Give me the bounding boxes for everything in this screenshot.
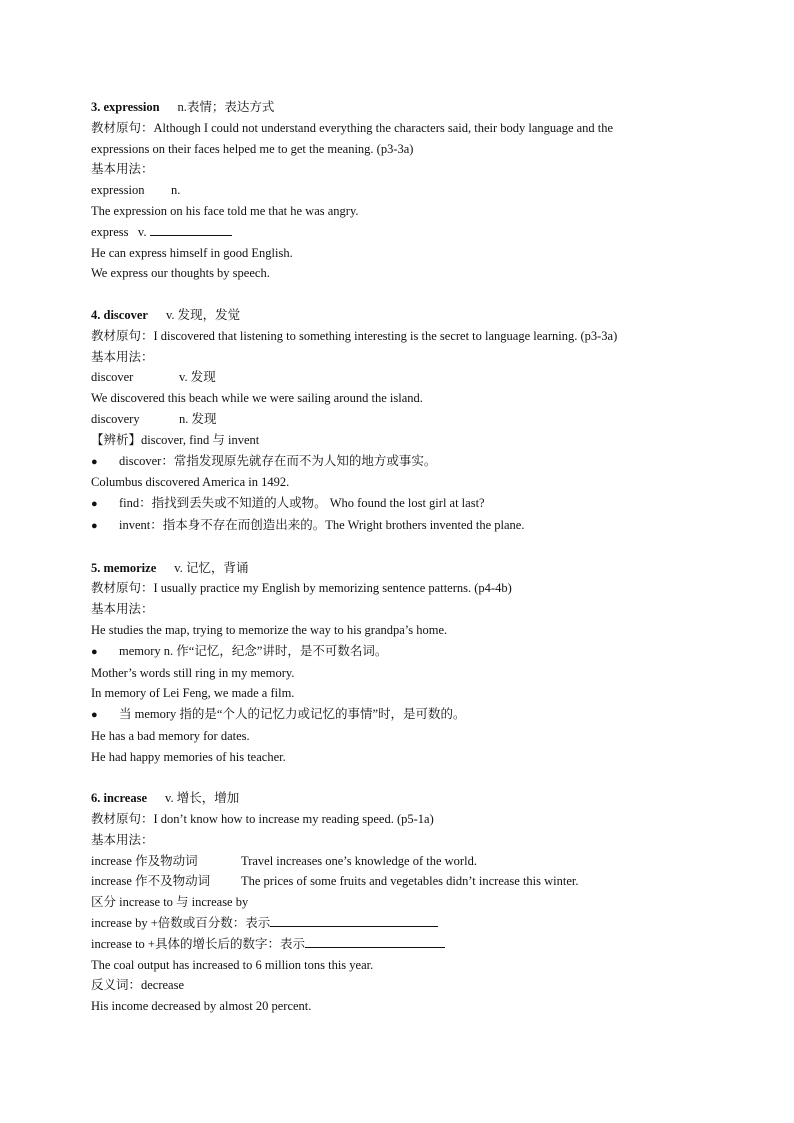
fill-line: increase to +具体的增长后的数字：表示 bbox=[91, 934, 731, 955]
headword: 3. expression bbox=[91, 100, 160, 114]
section-5-title bbox=[91, 558, 731, 579]
section-3-title bbox=[91, 97, 731, 118]
headword: 6. increase bbox=[91, 791, 148, 806]
basic-usage-label: 基本用法： bbox=[91, 602, 154, 617]
word-form-line bbox=[91, 180, 731, 201]
basic-usage-label: 基本用法： bbox=[91, 349, 154, 364]
distinguish-heading: 区分 increase to 与 increase by bbox=[91, 895, 249, 910]
word-form: discover bbox=[91, 370, 134, 385]
headword: 4. discover bbox=[91, 307, 148, 322]
example-sentence: He has a bad memory for dates. bbox=[91, 728, 250, 743]
bullet-item: ● 当 memory 指的是“个人的记忆力或记忆的事情”时，是可数的。 bbox=[91, 704, 731, 726]
source-sentence: 教材原句：I don’t know how to increase my reading speed. (p5-1a) bbox=[91, 812, 434, 827]
example-sentence: The expression on his face told me that he was angry. bbox=[91, 203, 359, 218]
example-sentence: He studies the map, trying to memorize the way to his grandpa’s home. bbox=[91, 622, 448, 637]
bullet-icon: ● bbox=[91, 498, 98, 511]
word-form-line bbox=[91, 222, 731, 243]
bullet-icon: ● bbox=[91, 709, 98, 722]
headword-pos: v. 发现，发觉 bbox=[165, 307, 241, 322]
document-page bbox=[91, 97, 731, 1017]
compare-heading: 【辨析】discover, find 与 invent bbox=[91, 432, 260, 447]
fill-blank bbox=[305, 934, 445, 948]
example-sentence: He had happy memories of his teacher. bbox=[91, 749, 286, 764]
source-sentence: 教材原句：Although I could not understand everything the characters said, their body language and the bbox=[91, 120, 614, 135]
usage-label: increase 作不及物动词 bbox=[91, 874, 211, 889]
word-pos: n. bbox=[171, 183, 181, 198]
word-form: discovery bbox=[91, 411, 140, 426]
source-sentence: 教材原句：I usually practice my English by memorizing sentence patterns. (p4-4b) bbox=[91, 581, 512, 596]
source-sentence: 教材原句：I discovered that listening to something interesting is the secret to language learning. (p3-3a) bbox=[91, 328, 618, 343]
source-sentence-cont: expressions on their faces helped me to get the meaning. (p3-3a) bbox=[91, 141, 414, 156]
usage-example: Travel increases one’s knowledge of the world. bbox=[241, 853, 477, 868]
bullet-item: ● memory n. 作“记忆，纪念”讲时，是不可数名词。 bbox=[91, 641, 731, 663]
word-form-line bbox=[91, 409, 731, 430]
word-form: express bbox=[91, 224, 129, 239]
antonym-line: 反义词：decrease bbox=[91, 978, 185, 993]
bullet-icon: ● bbox=[91, 519, 98, 532]
example-sentence: The coal output has increased to 6 million tons this year. bbox=[91, 957, 374, 972]
usage-line bbox=[91, 851, 731, 872]
example-sentence: In memory of Lei Feng, we made a film. bbox=[91, 686, 295, 701]
example-sentence: His income decreased by almost 20 percent. bbox=[91, 999, 312, 1014]
usage-line bbox=[91, 871, 731, 892]
bullet-icon: ● bbox=[91, 455, 98, 468]
word-form-line bbox=[91, 367, 731, 388]
fill-blank bbox=[270, 913, 438, 927]
example-sentence: We express our thoughts by speech. bbox=[91, 266, 270, 281]
headword-pos: n.表情；表达方式 bbox=[177, 100, 275, 114]
example-sentence: Mother’s words still ring in my memory. bbox=[91, 665, 295, 680]
bullet-item: ● find：指找到丢失或不知道的人或物。 Who found the lost girl at last? bbox=[91, 493, 731, 515]
bullet-item: ● invent：指本身不存在而创造出来的。The Wright brothers invented the plane. bbox=[91, 515, 731, 537]
usage-label: increase 作及物动词 bbox=[91, 853, 198, 868]
word-form: expression bbox=[91, 183, 145, 198]
section-4-title bbox=[91, 305, 731, 326]
basic-usage-label: 基本用法： bbox=[91, 832, 154, 847]
example-sentence: He can express himself in good English. bbox=[91, 245, 293, 260]
section-6-title bbox=[91, 788, 731, 809]
basic-usage-label: 基本用法： bbox=[91, 162, 154, 177]
example-sentence: Columbus discovered America in 1492. bbox=[91, 475, 290, 490]
bullet-icon: ● bbox=[91, 645, 98, 658]
fill-blank bbox=[150, 222, 232, 236]
word-pos: v. 发现 bbox=[179, 370, 216, 385]
word-pos: v. bbox=[137, 224, 147, 239]
example-sentence: We discovered this beach while we were sailing around the island. bbox=[91, 391, 423, 406]
usage-example: The prices of some fruits and vegetables didn’t increase this winter. bbox=[241, 874, 579, 889]
bullet-item: ● discover：常指发现原先就存在而不为人知的地方或事实。 bbox=[91, 451, 731, 473]
fill-line: increase by +倍数或百分数：表示 bbox=[91, 913, 731, 934]
headword-pos: v. 记忆，背诵 bbox=[174, 560, 249, 575]
headword-pos: v. 增长，增加 bbox=[165, 791, 240, 806]
headword: 5. memorize bbox=[91, 560, 157, 575]
word-pos: n. 发现 bbox=[179, 411, 217, 426]
